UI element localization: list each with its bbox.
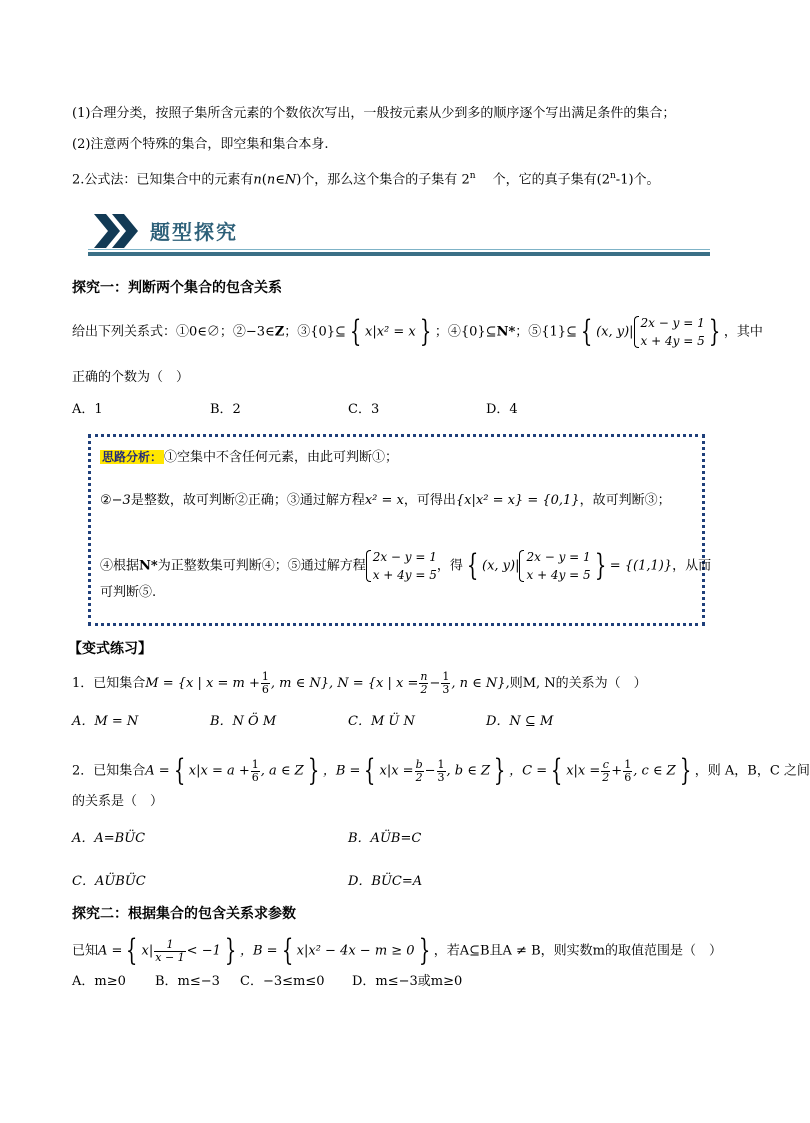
analysis-line-4: 可判断⑤. bbox=[100, 585, 157, 600]
variant-q2-option-a[interactable]: A．A=BÜC bbox=[72, 831, 146, 846]
section2-option-a[interactable]: A．m≥0 bbox=[72, 974, 126, 989]
variant-q2-option-b[interactable]: B．AÜB=C bbox=[348, 831, 422, 846]
variant-heading: 【变式练习】 bbox=[68, 641, 152, 657]
analysis-line-2: ②−3是整数，故可判断②正确；③通过解方程x² = x，可得出{x|x² = x} = {0,1}，故可判断③； bbox=[100, 493, 671, 508]
variant-q2-line2: 的关系是（ ） bbox=[72, 794, 164, 809]
section2-question: 已知A = { x| $\frac{1}{x - 1}$ < −1 } ，B = { x|x² − 4x − m ≥ 0 } ，若A⊆B且A ≠ B，则实数m的取值范围是（ ） bbox=[72, 933, 722, 968]
section1-question-line2: 正确的个数为（ ） bbox=[72, 370, 190, 385]
variant-q1: 1．已知集合M = {x | x = m + $\frac{1}{6}$ , m ∈ N}, N = {x | x = $\frac{n}{2}$ − $\frac{1}{3}$ , n ∈ N},则M, N的关系为（ ） bbox=[72, 670, 647, 696]
analysis-line-1: 思路分析： ①空集中不含任何元素，由此可判断①； bbox=[102, 450, 399, 465]
variant-q2: 2．已知集合A = { x|x = a + $\frac{1}{6}$ , a ∈ Z } ，B = { x|x = $\frac{b}{2}$ − $\frac{1}{3}$ , b ∈ Z } ，C = { x|x = $\frac{c}{2}$ + $\frac{1}{6}$ , c ∈ Z } ，则 A，B，C 之间 bbox=[72, 753, 810, 788]
section-banner bbox=[88, 208, 710, 256]
section2-option-b[interactable]: B．m≤−3 bbox=[155, 974, 220, 989]
section2-option-d[interactable]: D．m≤−3或m≥0 bbox=[352, 974, 463, 989]
section1-option-a[interactable]: A．1 bbox=[72, 402, 103, 417]
intro-line-3: 2.公式法：已知集合中的元素有n(n∈N)个，那么这个集合的子集有 2$^n$ 个，它的真子集有(2$^n$-1)个。 bbox=[72, 171, 660, 188]
analysis-line-3: ④根据N*为正整数集可判断④；⑤通过解方程 2x − y = 1 x + 4y = 5 ，得 { (x, y)| 2x − y = 1 x + 4y = 5 } = {(1,1)}，从而 bbox=[100, 548, 712, 583]
banner-rule-thin bbox=[88, 249, 710, 250]
section1-option-d[interactable]: D．4 bbox=[486, 402, 518, 417]
banner-rule bbox=[88, 252, 710, 256]
variant-q1-option-c[interactable]: C．M Ü N bbox=[348, 714, 415, 729]
banner-title: 题型探究 bbox=[150, 220, 238, 244]
variant-q2-option-d[interactable]: D．BÜC=A bbox=[348, 874, 423, 889]
section1-option-b[interactable]: B．2 bbox=[210, 402, 241, 417]
section1-question: 给出下列关系式：①0∈∅；②−3∈Z；③{0}⊆ { x|x² = x } ；④{0}⊆N*；⑤{1}⊆ { (x, y)| 2x − y = 1 x + 4y = 5 } ，其中 bbox=[72, 314, 763, 349]
section2-option-c[interactable]: C．−3≤m≤0 bbox=[240, 974, 325, 989]
variant-q2-option-c[interactable]: C．AÜBÜC bbox=[72, 874, 146, 889]
intro-line-1: (1)合理分类，按照子集所含元素的个数依次写出，一般按元素从少到多的顺序逐个写出满足条件的集合； bbox=[72, 106, 676, 121]
intro-line-2: (2)注意两个特殊的集合，即空集和集合本身. bbox=[72, 137, 329, 152]
variant-q1-option-d[interactable]: D．N ⊆ M bbox=[486, 714, 554, 729]
section1-option-c[interactable]: C．3 bbox=[348, 402, 380, 417]
variant-q1-option-a[interactable]: A．M = N bbox=[72, 714, 139, 729]
section1-heading: 探究一：判断两个集合的包含关系 bbox=[72, 280, 282, 296]
double-chevron-icon bbox=[92, 212, 144, 250]
section2-heading: 探究二：根据集合的包含关系求参数 bbox=[72, 906, 296, 922]
variant-q1-option-b[interactable]: B．N Ö M bbox=[210, 714, 277, 729]
analysis-tag: 思路分析： bbox=[102, 450, 163, 464]
